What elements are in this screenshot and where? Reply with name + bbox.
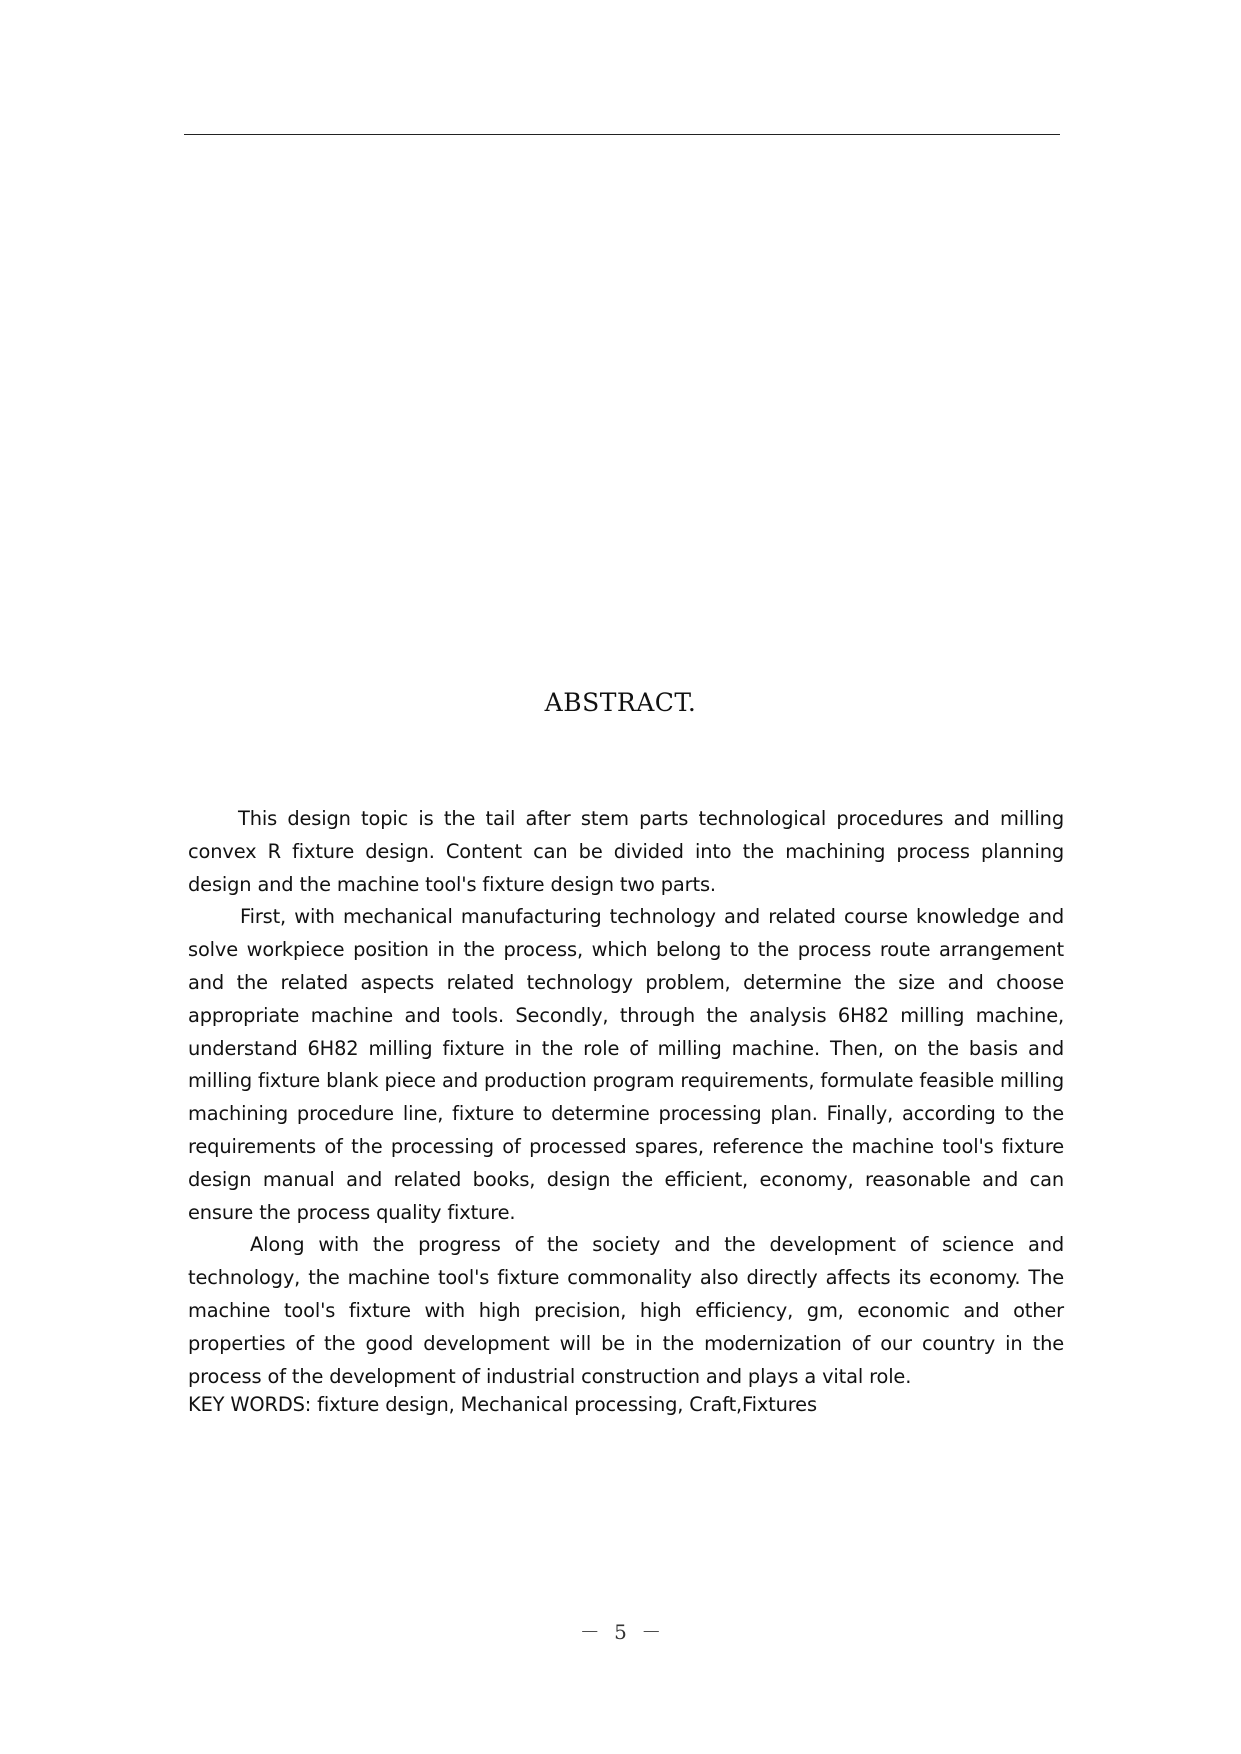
- abstract-body: [188, 803, 1064, 1393]
- header-rule: [184, 134, 1060, 135]
- keywords-line: KEY WORDS: fixture design, Mechanical processing, Craft,Fixtures: [188, 1393, 817, 1416]
- abstract-paragraph-3: Along with the progress of the society and the development of science and technology, the machine tool's fixture commonality also directly affects its economy. The machine tool's fixture with high precision, high efficiency, gm, economic and other properties of the good development will be in the modernization of our country in the process of the development of industrial construction and plays a vital role.: [188, 1233, 1064, 1388]
- page-number: － 5 －: [579, 1620, 662, 1644]
- abstract-title: ABSTRACT.: [544, 688, 697, 717]
- abstract-paragraph-2: First, with mechanical manufacturing technology and related course knowledge and solve workpiece position in the process, which belong to the process route arrangement and the related aspects related technology problem, determine the size and choose appropriate machine and tools. Secondly, through the analysis 6H82 milling machine, understand 6H82 milling fixture in the role of milling machine. Then, on the basis and milling fixture blank piece and production program requirements, formulate feasible milling machining procedure line, fixture to determine processing plan. Finally, according to the requirements of the processing of processed spares, reference the machine tool's fixture design manual and related books, design the efficient, economy, reasonable and can ensure the process quality fixture.: [188, 905, 1064, 1224]
- abstract-paragraph-1: This design topic is the tail after stem parts technological procedures and milling convex R fixture design. Content can be divided into the machining process planning design and the machine tool's fixture design two parts.: [188, 807, 1064, 896]
